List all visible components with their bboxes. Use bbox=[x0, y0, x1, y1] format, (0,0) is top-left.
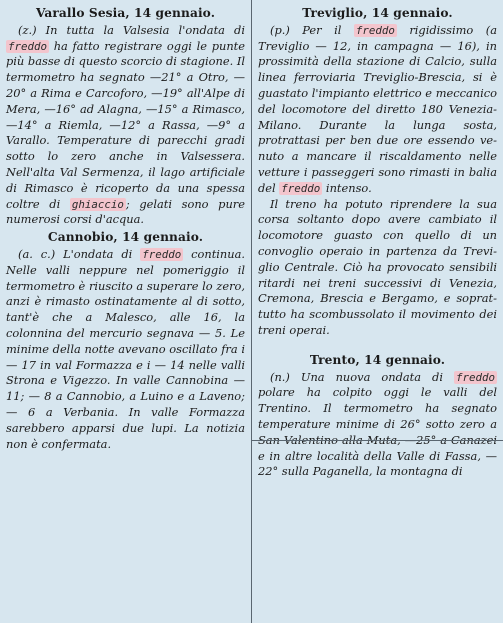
article-body-treviglio bbox=[258, 23, 497, 197]
search-highlight: freddo bbox=[455, 370, 495, 384]
article-body-varallo bbox=[6, 23, 245, 228]
search-highlight: freddo bbox=[8, 39, 48, 53]
body-text: (z.) In tutta la Valsesia l'ondata di bbox=[18, 22, 245, 37]
article-body-trento bbox=[258, 370, 497, 481]
article-body-cannobio bbox=[6, 247, 245, 452]
body-text: intenso. bbox=[322, 180, 372, 195]
article-dateline-varallo: Varallo Sesia, 14 gennaio. bbox=[35, 6, 216, 20]
search-highlight: freddo bbox=[355, 23, 395, 37]
body-text: (a. c.) L'ondata di bbox=[18, 246, 141, 261]
search-highlight: ghiaccio bbox=[71, 197, 124, 211]
body-text: rigidissimo (a Treviglio — 12, in campagna — 16), in prossimità della stazione di Calcio, sulla linea ferroviaria Treviglio-Brescia, si è guastato l'impianto elettrico e meccanico del locomotore del diretto 180 Venezia-Milano. Durante la lunga sosta, protrattasi per ben due ore essendo venuto a mancare il riscaldamento nelle vetture i passeggeri sono rimasti in balia del bbox=[258, 22, 497, 195]
article-body-treviglio-2: Il treno ha potuto riprendere la sua corsa soltanto dopo avere cambiato il locomotore guasto con quello di un convoglio operaio in partenza da Treviglio Centrale. Ciò ha provocato sensibili ritardi nei treni successivi di Venezia, Cremona, Brescia e Bergamo, e soprattutto ha scombussolato il movimento dei treni operai. bbox=[258, 196, 497, 337]
article-dateline-cannobio: Cannobio, 14 gennaio. bbox=[47, 230, 204, 245]
article-dateline-treviglio: Treviglio, 14 gennaio. bbox=[302, 6, 453, 20]
article-dateline-trento: Trento, 14 gennaio. bbox=[309, 352, 446, 367]
article-separator bbox=[252, 440, 503, 441]
right-column bbox=[252, 0, 503, 623]
body-text: (p.) Per il bbox=[270, 22, 354, 37]
body-text: ; gelati sono pure numerosi corsi d'acqua. bbox=[6, 196, 245, 227]
body-text: continua. Nelle valli neppure nel pomeriggio il termometro è riuscito a superare lo zero, anzi è rimasto ostinatamente al di sotto, tant'è che a Malesco, alle 16, la colonnina del mercurio segnava — 5. Le minime della notte avevano oscillato fra i — 17 in val Formazza e i — 14 nelle valli Strona e Vigezzo. In valle Cannobina — 11; — 8 a Cannobio, a Luino e a Laveno; — 6 a Verbania. In valle Formazza sarebbero apparsi due lupi. La notizia non è confermata. bbox=[6, 246, 246, 451]
search-highlight: freddo bbox=[142, 247, 182, 261]
search-highlight: freddo bbox=[281, 181, 321, 195]
body-text: (n.) Una nuova ondata di bbox=[270, 369, 454, 384]
body-text: polare ha colpito oggi le valli del Trentino. Il termometro ha segnato temperature minime di 26° sotto zero a San Valentino alla Muta, —25° a Canazei e in altre località della Valle di Fassa, —22° sulla Paganella, la montagna di bbox=[258, 385, 497, 479]
body-text: ha fatto registrare oggi le punte più basse di questo scorcio di stagione. Il termometro ha segnato —21° a Otro, —20° a Rima e Carcoforo, —19° all'Alpe di Mera, —16° ad Alagna, —15° a Rimasco, —14° a Riemla, —12° a Rassa, —9° a Varallo. Temperature di parecchi gradi sotto lo zero anche in Valsessera. Nell'alta Val Sermenza, il lago artificiale di Rimasco è ricoperto da una spessa coltre di bbox=[6, 38, 245, 211]
